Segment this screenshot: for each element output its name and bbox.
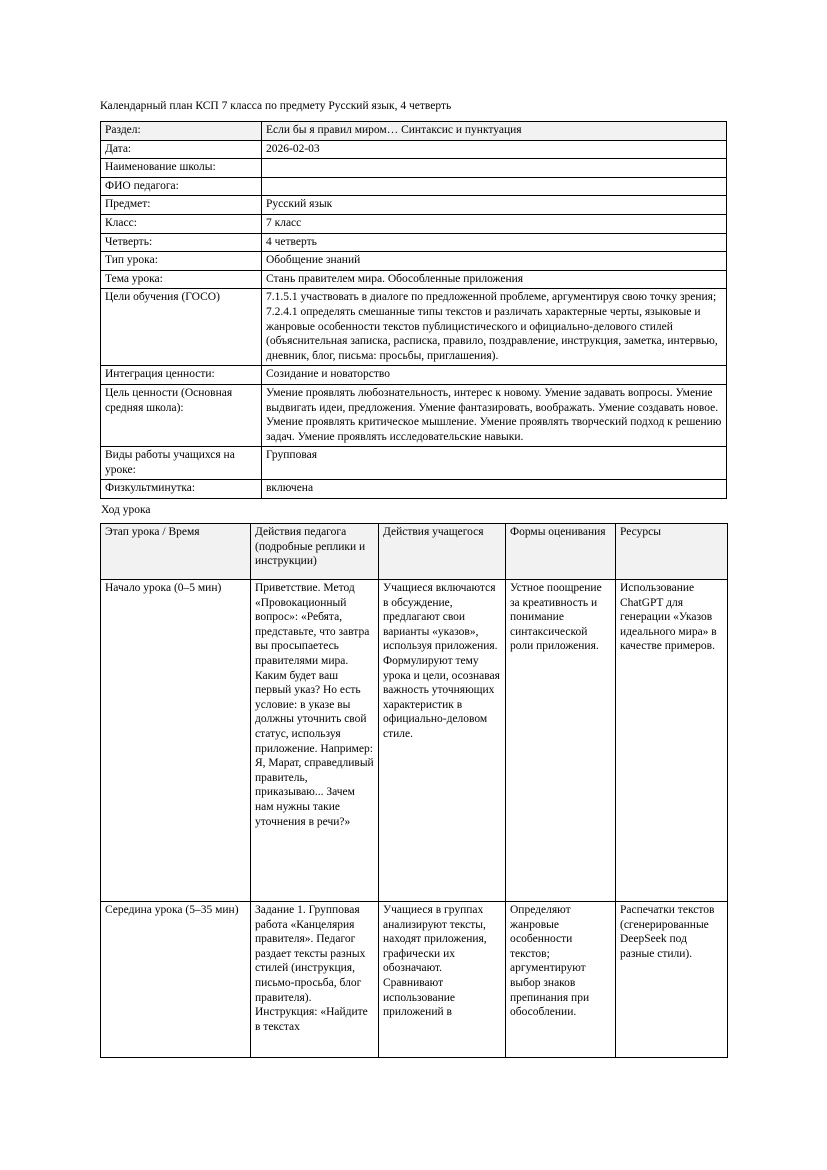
flow-cell-assessment: Устное поощрение за креативность и понимание синтаксической роли приложения. [506,580,616,902]
info-row-label: Цели обучения (ГОСО) [101,289,262,366]
column-header-stage: Этап урока / Время [101,524,251,580]
info-row-value: 7.1.5.1 участвовать в диалоге по предложенной проблеме, аргументируя свою точку зрения; 7.2.4.1 определять смешанные типы текстов и различать характерные черты, языковые и жанровые особенности текстов публицистического и официально-делового стилей (объяснительная записка, расписка, правило, поздравление, инструкция, заметка, интервью, дневник, блог, письма: просьбы, приглашения). [262,289,727,366]
info-row-value [262,159,727,178]
info-row-value: Групповая [262,447,727,480]
table-row [101,159,727,178]
table-row [101,140,727,159]
table-row [101,177,727,196]
info-row-value: включена [262,480,727,499]
info-row-value: 4 четверть [262,233,727,252]
info-row-label: Раздел: [101,122,262,141]
column-header-resources: Ресурсы [616,524,728,580]
table-row [101,580,728,902]
info-row-label: Предмет: [101,196,262,215]
table-row [101,214,727,233]
table-row [101,289,727,366]
info-row-label: Тип урока: [101,252,262,271]
info-row-value: Русский язык [262,196,727,215]
info-row-value: Умение проявлять любознательность, интерес к новому. Умение задавать вопросы. Умение выдвигать идеи, предложения. Умение фантазировать, воображать. Умение создавать новое. Умение проявлять критическое мышление. Умение проявлять творческий подход к решению задач. Умение проявлять исследовательские навыки. [262,384,727,446]
info-row-value: 2026-02-03 [262,140,727,159]
column-header-teacher-actions: Действия педагога (подробные реплики и инструкции) [251,524,379,580]
lesson-flow-body [101,580,728,1058]
lesson-info-table [100,121,727,499]
info-row-label: Класс: [101,214,262,233]
info-row-value: 7 класс [262,214,727,233]
info-row-value: Созидание и новаторство [262,366,727,385]
table-row [101,196,727,215]
flow-cell-teacher-actions: Задание 1. Групповая работа «Канцелярия правителя». Педагог раздает тексты разных стилей (инструкция, письмо-просьба, блог правителя). Инструкция: «Найдите в текстах [251,902,379,1058]
info-row-value: Стань правителем мира. Обособленные приложения [262,270,727,289]
flow-cell-resources: Использование ChatGPT для генерации «Указов идеального мира» в качестве примеров. [616,580,728,902]
flow-cell-student-actions: Учащиеся в группах анализируют тексты, находят приложения, графически их обозначают. Сравнивают использование приложений в [379,902,506,1058]
table-row [101,366,727,385]
table-row [101,480,727,499]
flow-cell-stage: Начало урока (0–5 мин) [101,580,251,902]
info-row-label: ФИО педагога: [101,177,262,196]
lesson-flow-table [100,523,728,1058]
flow-cell-teacher-actions: Приветствие. Метод «Провокационный вопрос»: «Ребята, представьте, что завтра вы просыпаетесь правителями мира. Каким будет ваш первый указ? Но есть условие: в указе вы должны уточнить свой статус, используя приложение. Например: Я, Марат, справедливый правитель, приказываю... Зачем нам нужны такие уточнения в речи?» [251,580,379,902]
info-row-label: Наименование школы: [101,159,262,178]
info-row-value: Если бы я правил миром… Синтаксис и пунктуация [262,122,727,141]
page-title: Календарный план КСП 7 класса по предмету Русский язык, 4 четверть [100,100,452,112]
table-row [101,902,728,1058]
lesson-flow-header [101,524,728,580]
lesson-flow-label: Ход урока [101,504,151,517]
info-row-label: Цель ценности (Основная средняя школа): [101,384,262,446]
info-row-label: Четверть: [101,233,262,252]
info-row-value [262,177,727,196]
column-header-assessment-forms: Формы оценивания [506,524,616,580]
table-row [101,122,727,141]
flow-cell-assessment: Определяют жанровые особенности текстов; аргументируют выбор знаков препинания при обособлении. [506,902,616,1058]
flow-cell-stage: Середина урока (5–35 мин) [101,902,251,1058]
info-row-label: Физкультминутка: [101,480,262,499]
info-row-label: Виды работы учащихся на уроке: [101,447,262,480]
table-row [101,384,727,446]
table-header-row [101,524,728,580]
info-row-label: Дата: [101,140,262,159]
info-row-value: Обобщение знаний [262,252,727,271]
info-row-label: Интеграция ценности: [101,366,262,385]
table-row [101,447,727,480]
table-row [101,233,727,252]
info-row-label: Тема урока: [101,270,262,289]
table-row [101,252,727,271]
lesson-info-body [101,122,727,499]
table-row [101,270,727,289]
flow-cell-resources: Распечатки текстов (сгенерированные DeepSeek под разные стили). [616,902,728,1058]
flow-cell-student-actions: Учащиеся включаются в обсуждение, предлагают свои варианты «указов», используя приложения. Формулируют тему урока и цели, осознавая важность уточняющих характеристик в официально-деловом стиле. [379,580,506,902]
column-header-student-actions: Действия учащегося [379,524,506,580]
